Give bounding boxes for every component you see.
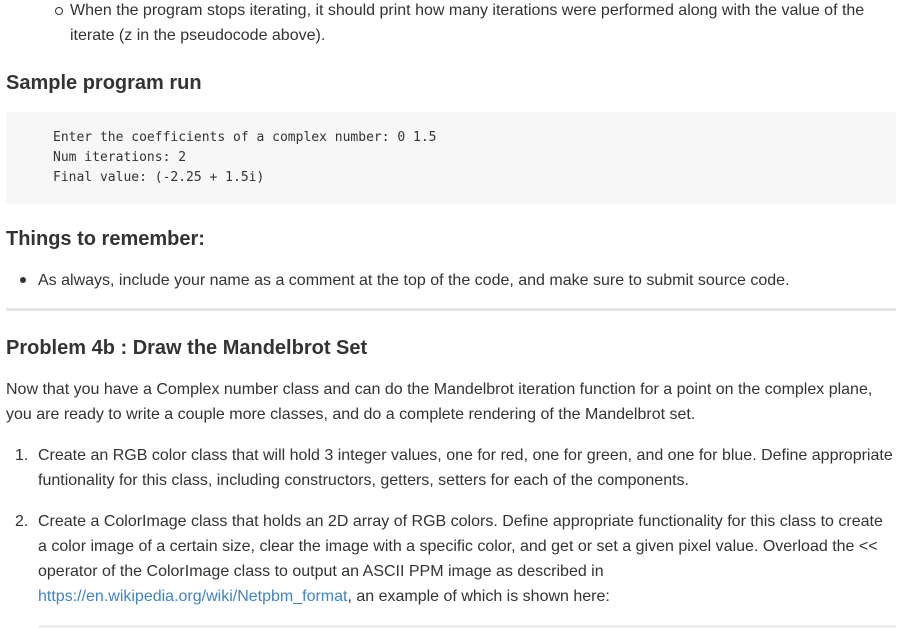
- list-item-text: As always, include your name as a comment at the top of the code, and make sure to submit source code.: [38, 272, 790, 289]
- problem-4b-heading: Problem 4b : Draw the Mandelbrot Set: [6, 337, 368, 359]
- item-text: Create an RGB color class that will hold 3 integer values, one for red, one for green, and one for blue. Define appropriate funtionality for this class, including constructors, getters, setters for each of the components.: [38, 447, 893, 489]
- bullet-icon: [20, 277, 26, 283]
- code-block: [6, 112, 896, 204]
- netpbm-format-link[interactable]: https://en.wikipedia.org/wiki/Netpbm_format: [38, 588, 348, 605]
- item-number: 1.: [15, 447, 29, 464]
- hollow-bullet-icon: [55, 7, 63, 15]
- section-divider: [6, 308, 896, 311]
- code-line: Final value: (-2.25 + 1.5i): [53, 170, 265, 185]
- sample-run-heading: Sample program run: [6, 72, 202, 94]
- code-line: Num iterations: 2: [53, 150, 187, 165]
- code-line: Enter the coefficients of a complex number: 0 1.5: [53, 130, 437, 145]
- item-number: 2.: [15, 513, 29, 530]
- problem-intro-paragraph: Now that you have a Complex number class and can do the Mandelbrot iteration function for a point on the complex plane, you are ready to write a couple more classes, and do a complete rendering of the Mandelbrot set.: [6, 381, 873, 423]
- item-text-before-link: Create a ColorImage class that holds an 2D array of RGB colors. Define appropriate functionality for this class to create a color image of a certain size, clear the image with a specific color, and get or set a given pixel value. Overload the << operator of the ColorImage class to output an ASCII PPM image as described in: [38, 513, 883, 580]
- item-text-after-link: , an example of which is shown here:: [347, 588, 610, 605]
- code-content: [53, 128, 437, 188]
- sub-bullet-text: When the program stops iterating, it should print how many iterations were performed along with the value of the iterate (z in the pseudocode above).: [70, 2, 865, 44]
- item-text: [38, 509, 893, 609]
- things-to-remember-heading: Things to remember:: [6, 228, 205, 250]
